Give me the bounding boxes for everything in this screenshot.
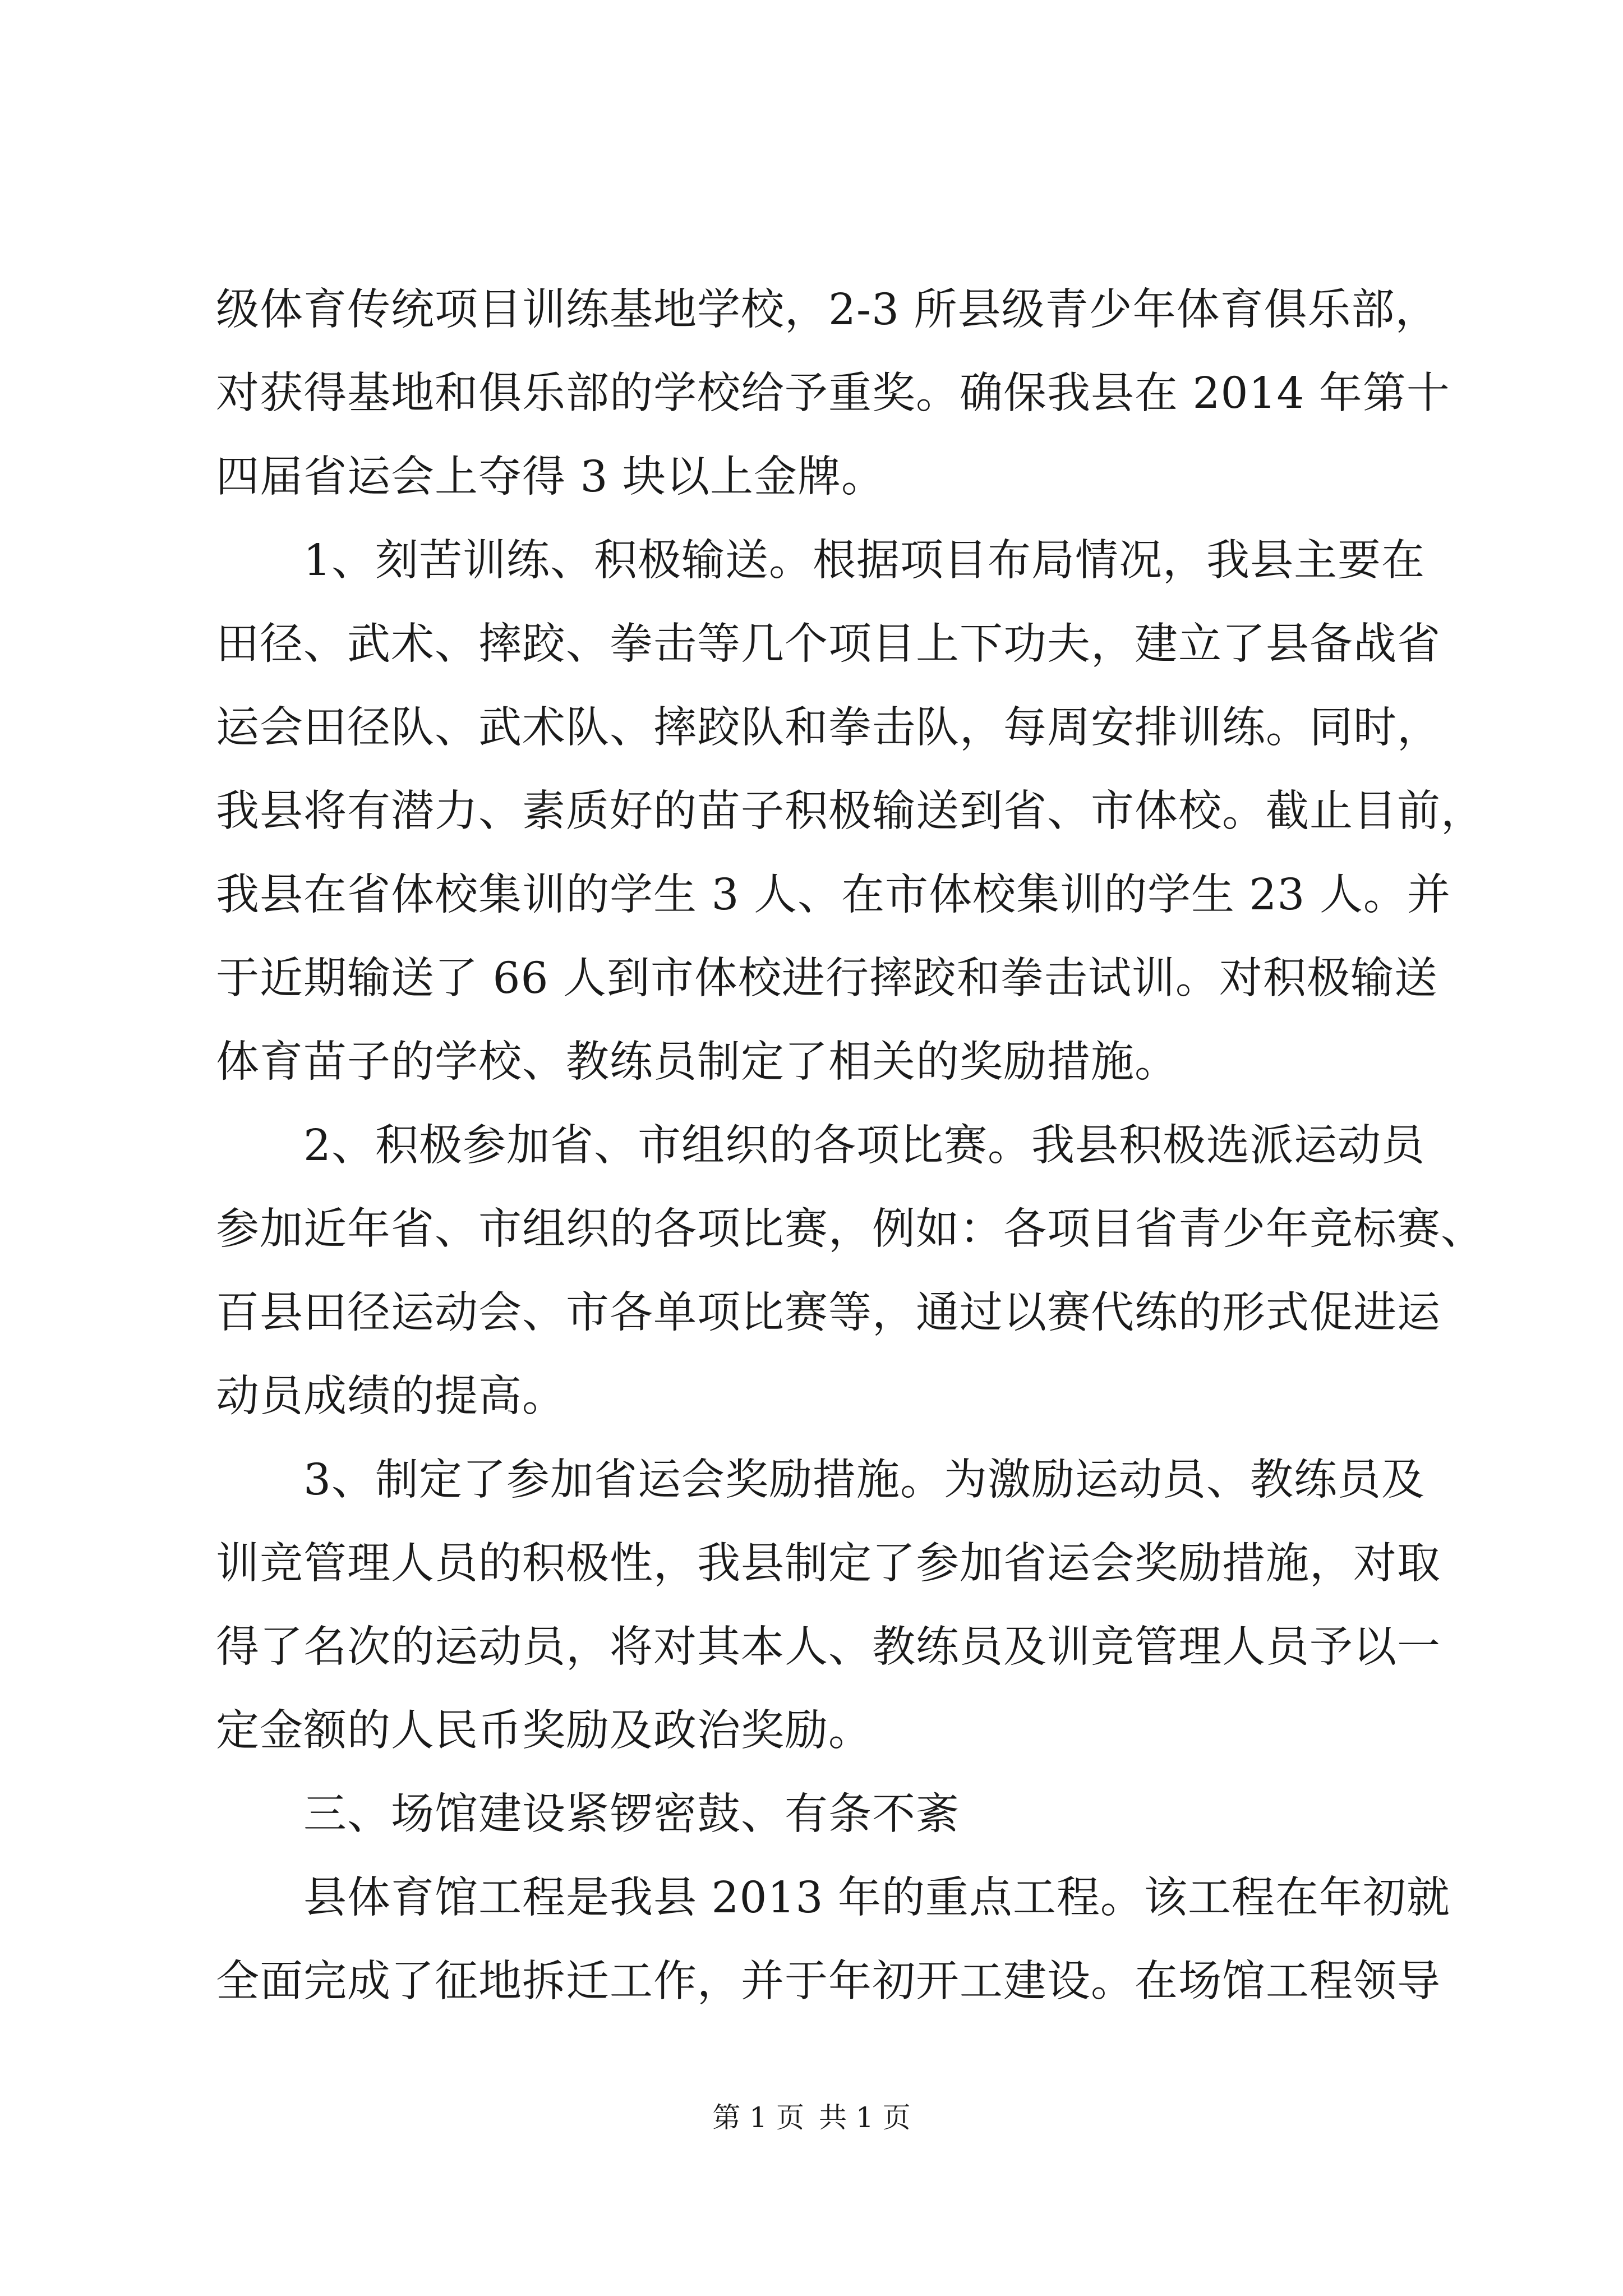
text-line: 田径、武术、摔跤、拳击等几个项目上下功夫，建立了县备战省 xyxy=(216,619,1441,669)
text-line: 县体育馆工程是我县 2013 年的重点工程。该工程在年初就 xyxy=(303,1873,1450,1923)
text-line: 训竞管理人员的积极性，我县制定了参加省运会奖励措施，对取 xyxy=(216,1539,1441,1589)
text-line: 运会田径队、武术队、摔跤队和拳击队，每周安排训练。同时， xyxy=(216,703,1441,753)
document-body xyxy=(216,268,1484,2023)
text-line: 3、制定了参加省运会奖励措施。为激励运动员、教练员及 xyxy=(303,1455,1425,1505)
text-line: 体育苗子的学校、教练员制定了相关的奖励措施。 xyxy=(216,1037,1178,1087)
page-footer xyxy=(0,2098,1623,2137)
text-line: 于近期输送了 66 人到市体校进行摔跤和拳击试训。对积极输送 xyxy=(216,954,1438,1004)
page-total: 共 1 页 xyxy=(819,2101,911,2134)
text-line: 四届省运会上夺得 3 块以上金牌。 xyxy=(216,452,885,502)
text-line: 2、积极参加省、市组织的各项比赛。我县积极选派运动员 xyxy=(303,1121,1425,1171)
text-line: 参加近年省、市组织的各项比赛，例如：各项目省青少年竞标赛、 xyxy=(216,1204,1484,1254)
page-number: 第 1 页 xyxy=(712,2101,804,2134)
text-line: 对获得基地和俱乐部的学校给予重奖。确保我县在 2014 年第十 xyxy=(216,369,1450,418)
text-line: 全面完成了征地拆迁工作，并于年初开工建设。在场馆工程领导 xyxy=(216,1957,1441,2007)
section-heading: 三、场馆建设紧锣密鼓、有条不紊 xyxy=(303,1789,960,1839)
text-line: 动员成绩的提高。 xyxy=(216,1372,566,1421)
text-line: 级体育传统项目训练基地学校，2-3 所县级青少年体育俱乐部， xyxy=(216,285,1439,335)
text-line: 得了名次的运动员，将对其本人、教练员及训竞管理人员予以一 xyxy=(216,1622,1441,1672)
text-line: 我县在省体校集训的学生 3 人、在市体校集训的学生 23 人。并 xyxy=(216,870,1451,920)
text-line: 定金额的人民币奖励及政治奖励。 xyxy=(216,1706,872,1756)
text-line: 百县田径运动会、市各单项比赛等，通过以赛代练的形式促进运 xyxy=(216,1288,1441,1338)
text-line: 我县将有潜力、素质好的苗子积极输送到省、市体校。截止目前， xyxy=(216,786,1484,836)
text-line: 1、刻苦训练、积极输送。根据项目布局情况，我县主要在 xyxy=(303,536,1425,586)
